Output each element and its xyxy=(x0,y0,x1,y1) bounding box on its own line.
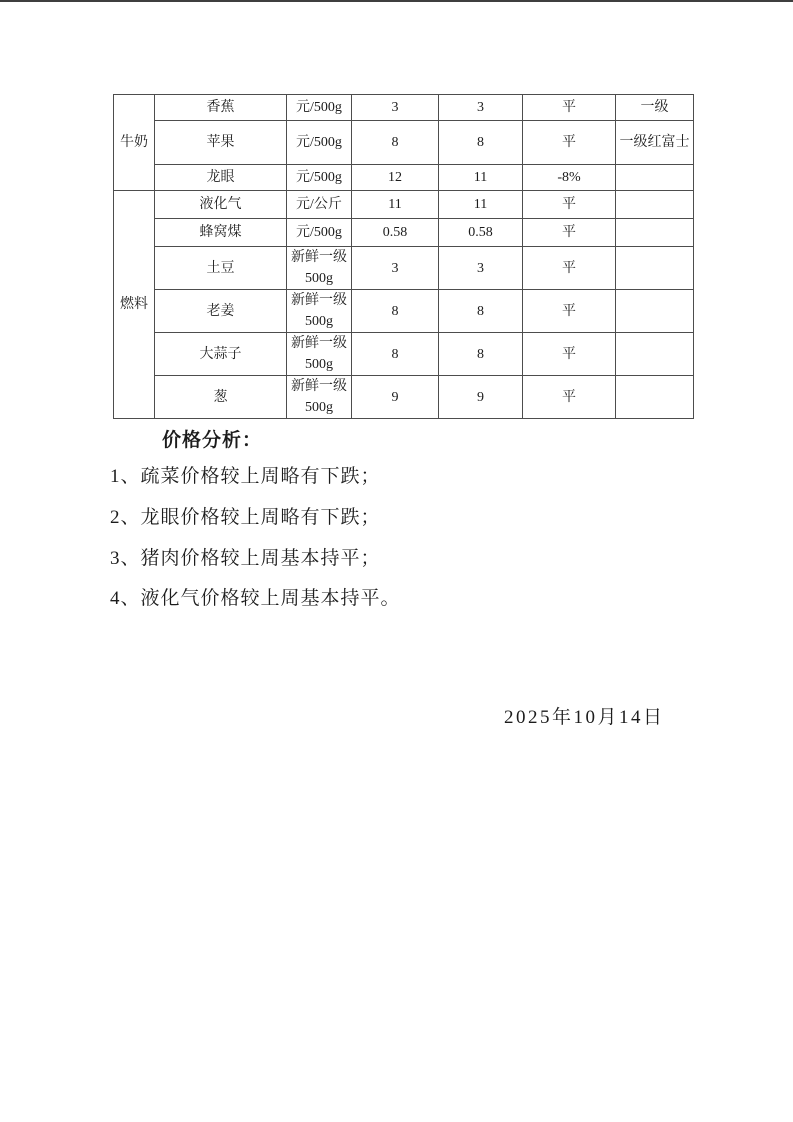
price-curr-cell: 9 xyxy=(439,376,523,419)
price-curr-cell: 0.58 xyxy=(439,219,523,247)
unit-cell: 新鲜一级 500g xyxy=(287,247,352,290)
price-curr-cell: 11 xyxy=(439,165,523,191)
change-cell: -8% xyxy=(523,165,616,191)
price-prev-cell: 9 xyxy=(352,376,439,419)
unit-cell: 新鲜一级 500g xyxy=(287,333,352,376)
change-cell: 平 xyxy=(523,121,616,165)
price-curr-cell: 8 xyxy=(439,290,523,333)
change-cell: 平 xyxy=(523,290,616,333)
change-cell: 平 xyxy=(523,247,616,290)
group-label-cell: 牛奶 xyxy=(114,95,155,191)
price-curr-cell: 8 xyxy=(439,333,523,376)
table-row xyxy=(114,333,694,376)
analysis-item: 3、猪肉价格较上周基本持平； xyxy=(110,548,381,569)
unit-cell: 元/500g xyxy=(287,95,352,121)
remark-cell xyxy=(616,219,694,247)
remark-cell xyxy=(616,376,694,419)
item-name-cell: 大蒜子 xyxy=(155,333,287,376)
price-prev-cell: 8 xyxy=(352,333,439,376)
change-cell: 平 xyxy=(523,191,616,219)
item-name-cell: 香蕉 xyxy=(155,95,287,121)
remark-cell xyxy=(616,191,694,219)
remark-cell: 一级 xyxy=(616,95,694,121)
unit-cell: 元/500g xyxy=(287,121,352,165)
price-table xyxy=(113,94,694,419)
price-prev-cell: 3 xyxy=(352,95,439,121)
remark-cell xyxy=(616,333,694,376)
unit-cell: 元/500g xyxy=(287,165,352,191)
table-row xyxy=(114,376,694,419)
analysis-item: 1、疏菜价格较上周略有下跌； xyxy=(110,466,381,487)
item-name-cell: 葱 xyxy=(155,376,287,419)
table-row xyxy=(114,219,694,247)
change-cell: 平 xyxy=(523,376,616,419)
price-prev-cell: 12 xyxy=(352,165,439,191)
table-row xyxy=(114,247,694,290)
change-cell: 平 xyxy=(523,219,616,247)
report-date: 2025年10月14日 xyxy=(504,707,665,728)
remark-cell xyxy=(616,290,694,333)
unit-cell: 元/500g xyxy=(287,219,352,247)
analysis-heading: 价格分析： xyxy=(162,430,263,451)
unit-cell: 新鲜一级 500g xyxy=(287,290,352,333)
item-name-cell: 苹果 xyxy=(155,121,287,165)
item-name-cell: 老姜 xyxy=(155,290,287,333)
remark-cell: 一级红富士 xyxy=(616,121,694,165)
remark-cell xyxy=(616,165,694,191)
analysis-item: 4、液化气价格较上周基本持平。 xyxy=(110,588,401,609)
price-curr-cell: 8 xyxy=(439,121,523,165)
price-prev-cell: 8 xyxy=(352,121,439,165)
group-label-cell: 燃料 xyxy=(114,191,155,419)
analysis-item: 2、龙眼价格较上周略有下跌； xyxy=(110,507,381,528)
remark-cell xyxy=(616,247,694,290)
unit-cell: 新鲜一级 500g xyxy=(287,376,352,419)
price-prev-cell: 3 xyxy=(352,247,439,290)
table-row xyxy=(114,121,694,165)
item-name-cell: 龙眼 xyxy=(155,165,287,191)
table-row xyxy=(114,95,694,121)
price-curr-cell: 3 xyxy=(439,95,523,121)
page-top-edge-divider xyxy=(0,0,793,2)
item-name-cell: 液化气 xyxy=(155,191,287,219)
price-prev-cell: 11 xyxy=(352,191,439,219)
unit-cell: 元/公斤 xyxy=(287,191,352,219)
change-cell: 平 xyxy=(523,95,616,121)
price-prev-cell: 0.58 xyxy=(352,219,439,247)
price-prev-cell: 8 xyxy=(352,290,439,333)
table-row xyxy=(114,191,694,219)
table-row xyxy=(114,290,694,333)
item-name-cell: 蜂窝煤 xyxy=(155,219,287,247)
item-name-cell: 土豆 xyxy=(155,247,287,290)
price-curr-cell: 11 xyxy=(439,191,523,219)
table-row xyxy=(114,165,694,191)
price-curr-cell: 3 xyxy=(439,247,523,290)
change-cell: 平 xyxy=(523,333,616,376)
